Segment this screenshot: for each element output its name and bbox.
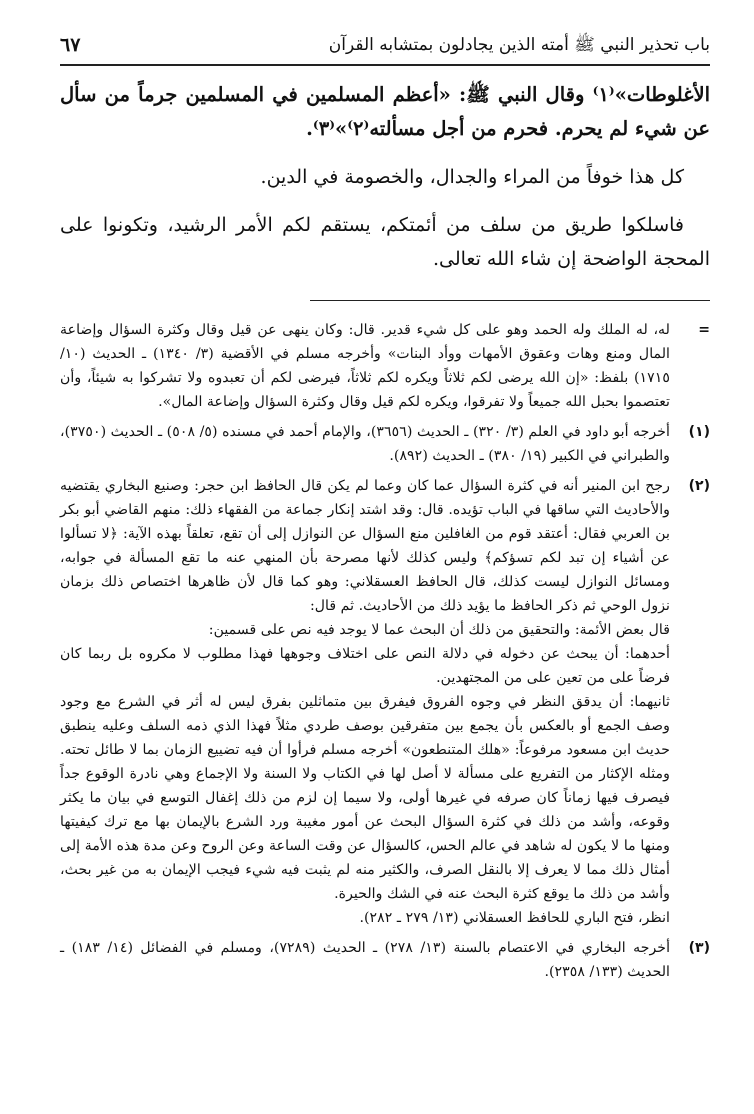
footnote-continuation	[60, 318, 710, 414]
paragraph-advice: فاسلكوا طريق من سلف من أئمتكم، يستقم لكم الأمر الرشيد، وتكونوا على المحجة الواضحة إن شاء الله تعالى.	[60, 214, 710, 270]
footnote-text: أخرجه البخاري في الاعتصام بالسنة (١٣/ ٢٧٨) ـ الحديث (٧٢٨٩)، ومسلم في الفضائل (١٤/ ١٨٣) ـ الحديث (١٣٣/ ٢٣٥٨).	[60, 940, 671, 980]
main-text	[60, 78, 710, 290]
paragraph-warning: كل هذا خوفاً من المراء والجدال، والخصومة في الدين.	[260, 166, 684, 188]
footnote-text: انظر، فتح الباري للحافظ العسقلاني (١٣/ ٢٧٩ ـ ٢٨٢).	[359, 910, 670, 926]
footnote-marker: (١)	[688, 424, 710, 440]
footnote-separator	[310, 300, 710, 301]
footnote-3	[60, 936, 710, 984]
footnote-text: أحدهما: أن يبحث عن دخوله في دلالة النص على اختلاف وجوهها فهذا مطلوب لا مكروه بل ربما كان فرضاً على من تعين على من المجتهدين.	[60, 646, 670, 686]
footnote-text: ثانيهما: أن يدقق النظر في وجوه الفروق فيفرق بين متماثلين بفرق ليس له أثر في الشرع مع وجود وصف الجمع أو بالعكس بأن يجمع بين متفرقين بوصف طردي مثلاً فهذا الذي ذمه السلف وعليه ينطبق حديث ابن مسعود مرفوعاً: «هلك المتنطعون» أخرجه مسلم فرأوا أن فيه تضييع الزمان بما لا طائل تحته. ومثله الإكثار من التفريع على مسألة لا أصل لها في الكتاب ولا السنة ولا الإجماع وهي نادرة الوقوع جداً فيصرف فيها زماناً كان صرفه في غيرها أولى، ولا سيما إن لزم من ذلك إغفال التوسع في بيان ما يكثر وقوعه، وأشد من ذلك في كثرة السؤال البحث عن أمور مغيبة ورد الشرع بالإيمان بها مع ترك كيفيتها ومنها ما لا يكون له شاهد في عالم الحس، كالسؤال عن وقت الساعة وعن الروح وعن مدة هذه الأمة إلى أمثال ذلك مما لا يعرف إلا بالنقل الصرف، والكثير منه لم يثبت فيه شيء فيجب الإيمان به من غير بحث، وأشد من ذلك ما يوقع كثرة البحث عنه في الشك والحيرة.	[60, 694, 670, 902]
paragraph-hadith: الأغلوطات»⁽١⁾ وقال النبي ﷺ: «أعظم المسلمين في المسلمين جرماً من سأل عن شيء لم يحرم. فحرم من أجل مسألته⁽٢⁾»⁽٣⁾.	[60, 83, 710, 140]
footnotes	[60, 318, 710, 990]
footnote-text: له، له الملك وله الحمد وهو على كل شيء قدير. قال: وكان ينهى عن قيل وقال وكثرة السؤال وإضاعة المال ومنع وهات وعقوق الأمهات ووأد البنات» وأخرجه مسلم في الأقضية (٣/ ١٣٤٠) ـ الحديث (١٠/ ١٧١٥) بلفظ: «إن الله يرضى لكم ثلاثاً ويكره لكم ثلاثاً، فيرضى لكم أن تعبدوه ولا تشركوا به شيئاً، وأن تعتصموا بحبل الله جميعاً ولا تفرقوا، ويكره لكم قيل وقال وكثرة السؤال وإضاعة المال».	[60, 322, 670, 410]
header-rule	[60, 64, 710, 66]
page-number: ٦٧	[60, 34, 81, 56]
page-header	[60, 20, 710, 66]
footnote-text: رجح ابن المنير أنه في كثرة السؤال عما كان وعما لم يكن قال الحافظ ابن حجر: وصنيع البخاري يقتضيه والأحاديث التي ساقها في الباب تؤيده. قال: وقد اشتد إنكار جماعة من الفقهاء ذلك: منهم القاضي أبو بكر بن العربي فقال: أعتقد قوم من الغافلين منع السؤال عن النوازل إلى أن تقع، تعلقاً بهذه الآية: ﴿لا تسألوا عن أشياء إن تبد لكم تسؤكم﴾ وليس كذلك لأنها مصرحة بأن المنهي عنه ما تقع المسألة في جوابه، ومسائل النوازل ليست كذلك، قال الحافظ العسقلاني: وهو كما قال لأن ظاهرها اختصاص ذلك بزمان نزول الوحي ثم ذكر الحافظ ما يؤيد ذلك من الأحاديث. ثم قال:	[60, 478, 670, 614]
footnote-text: أخرجه أبو داود في العلم (٣/ ٣٢٠) ـ الحديث (٣٦٥٦)، والإمام أحمد في مسنده (٥/ ٥٠٨) ـ الحديث (٣٧٥٠)، والطبراني في الكبير (١٩/ ٣٨٠) ـ الحديث (٨٩٢).	[60, 424, 670, 464]
footnote-2	[60, 474, 710, 930]
running-title: باب تحذير النبي ﷺ أمته الذين يجادلون بمتشابه القرآن	[328, 35, 710, 55]
footnote-marker: (٢)	[688, 478, 710, 494]
footnote-marker: =	[698, 322, 710, 338]
footnote-1	[60, 420, 710, 468]
footnote-text: قال بعض الأئمة: والتحقيق من ذلك أن البحث عما لا يوجد فيه نص على قسمين:	[208, 622, 670, 638]
footnote-marker: (٣)	[688, 940, 710, 956]
